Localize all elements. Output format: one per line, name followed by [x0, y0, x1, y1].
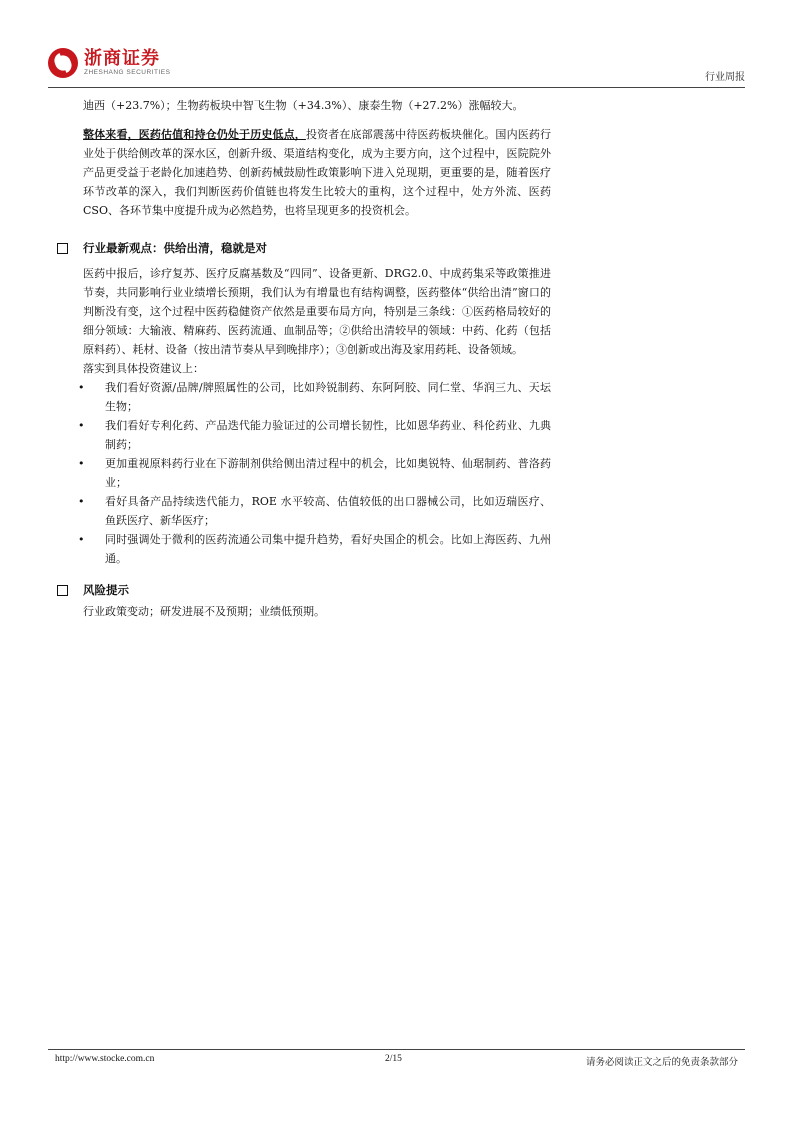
list-item: • 我们看好资源/品牌/牌照属性的公司，比如羚锐制药、东阿阿胶、同仁堂、华润三九、天坛生物； — [83, 378, 551, 416]
risk-paragraph: 行业政策变动；研发进展不及预期；业绩低预期。 — [83, 605, 325, 618]
bullet-icon: • — [78, 457, 85, 470]
page-header — [48, 46, 745, 86]
section-title: 行业最新观点：供给出清，稳就是对 — [83, 241, 267, 255]
footer-divider — [48, 1049, 745, 1050]
bullet-icon: • — [78, 533, 85, 546]
intro-summary — [83, 125, 551, 220]
section-heading-risk — [57, 582, 129, 598]
page-number: 2/15 — [385, 1054, 402, 1064]
logo-name-en: ZHESHANG SECURITIES — [84, 69, 171, 76]
section-title: 风险提示 — [83, 583, 129, 597]
latest-view-body — [78, 264, 551, 568]
intro-continuation: 迪西（+23.7%）；生物药板块中智飞生物（+34.3%）、康泰生物（+27.2%）涨幅较大。 — [83, 99, 524, 112]
risk-body — [83, 602, 551, 621]
header-divider — [48, 87, 745, 88]
list-item: • 更加重视原料药行业在下游制剂供给侧出清过程中的机会，比如奥锐特、仙琚制药、普洛药业； — [83, 454, 551, 492]
bullet-icon: • — [78, 381, 85, 394]
logo-name-cn: 浙商证券 — [84, 48, 160, 69]
advice-list — [78, 378, 551, 568]
list-item: • 看好具备产品持续迭代能力，ROE 水平较高、估值较低的出口器械公司，比如迈瑞医疗、鱼跃医疗、新华医疗； — [83, 492, 551, 530]
latest-view-paragraph: 医药中报后，诊疗复苏、医疗反腐基数及“四同”、设备更新、DRG2.0、中成药集采等政策推进节奏，共同影响行业业绩增长预期，我们认为有增量也有结构调整，医药整体“供给出清”窗口的判断没有变，这个过程中医药稳健资产依然是重要布局方向，特别是三条线：①医药格局较好的细分领域：大输液、精麻药、医药流通、血制品等；②供给出清较早的领域：中药、化药（包括原料药）、耗材、设备（按出清节奏从早到晚排序）；③创新或出海及家用药耗、设备领域。 — [83, 267, 551, 356]
list-item: • 我们看好专利化药、产品迭代能力验证过的公司增长韧性，比如恩华药业、科伦药业、九典制药； — [83, 416, 551, 454]
section-heading-latest-view — [57, 240, 267, 256]
advice-lead-in: 落实到具体投资建议上： — [83, 362, 204, 375]
footer-url[interactable]: http://www.stocke.com.cn — [55, 1054, 155, 1064]
summary-lead: 整体来看，医药估值和持仓仍处于历史低点， — [83, 128, 306, 141]
bullet-icon: • — [78, 419, 85, 432]
summary-body: 投资者在底部震荡中待医药板块催化。国内医药行业处于供给侧改革的深水区，创新升级、渠道结构变化，成为主要方向，这个过程中，医院院外产品更受益于老龄化加速趋势、创新药械鼓励性政策影响下进入兑现期，更重要的是，随着医疗环节改革的深入，我们判断医药价值链也将发生比较大的重构，这个过程中，处方外流、医药CSO、各环节集中度提升成为必然趋势，也将呈现更多的投资机会。 — [83, 128, 552, 217]
logo-emblem-icon — [48, 48, 78, 78]
footer-disclaimer: 请务必阅读正文之后的免责条款部分 — [585, 1057, 738, 1068]
intro-block — [83, 96, 551, 220]
list-item: • 同时强调处于微利的医药流通公司集中提升趋势，看好央国企的机会。比如上海医药、九州通。 — [83, 530, 551, 568]
section-checkbox-icon — [57, 243, 68, 254]
company-logo — [48, 48, 170, 78]
section-checkbox-icon — [57, 585, 68, 596]
bullet-icon: • — [78, 495, 85, 508]
report-type-label: 行业周报 — [705, 72, 745, 83]
